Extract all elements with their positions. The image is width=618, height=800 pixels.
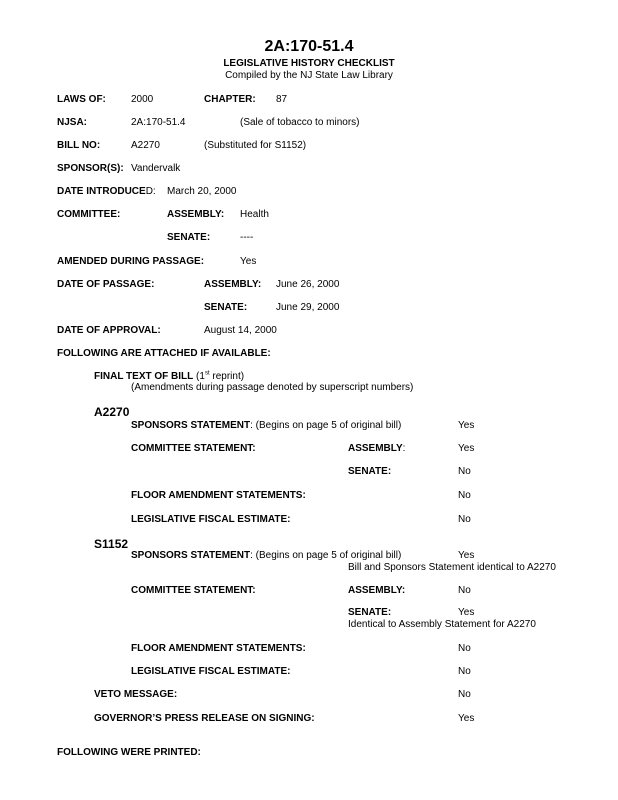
- attached-heading: FOLLOWING ARE ATTACHED IF AVAILABLE:: [57, 348, 271, 359]
- final-text-of-bill: FINAL TEXT OF BILL (1st reprint): [94, 370, 245, 382]
- s1152-committee-senate-label: SENATE:: [348, 607, 392, 618]
- printed-heading: FOLLOWING WERE PRINTED:: [57, 747, 201, 758]
- sponsors-label: SPONSOR(S):: [57, 163, 124, 174]
- passage-assembly-label: ASSEMBLY:: [204, 279, 262, 290]
- amended-label: AMENDED DURING PASSAGE:: [57, 256, 205, 267]
- s1152-sponsors-statement-note: Bill and Sponsors Statement identical to A2270: [348, 562, 556, 573]
- chapter-value: 87: [276, 94, 288, 105]
- veto-message-value: No: [458, 689, 471, 700]
- press-release-value: Yes: [458, 713, 475, 724]
- date-introduced-value: March 20, 2000: [167, 186, 237, 197]
- a2270-committee-assembly-label: ASSEMBLY:: [348, 443, 406, 454]
- laws-of-label: LAWS OF:: [57, 94, 106, 105]
- s1152-sponsors-statement-value: Yes: [458, 550, 475, 561]
- s1152-committee-assembly-value: No: [458, 585, 471, 596]
- page-title: 2A:170-51.4: [264, 38, 354, 55]
- a2270-sponsors-statement-label: SPONSORS STATEMENT: (Begins on page 5 of original bill): [131, 420, 402, 431]
- veto-message-label: VETO MESSAGE:: [94, 689, 178, 700]
- bill-no-note: (Substituted for S1152): [204, 140, 307, 151]
- s1152-heading: S1152: [94, 537, 129, 551]
- committee-senate-label: SENATE:: [167, 232, 211, 243]
- a2270-committee-statement-label: COMMITTEE STATEMENT:: [131, 443, 256, 454]
- bill-no-label: BILL NO:: [57, 140, 101, 151]
- njsa-note: (Sale of tobacco to minors): [240, 117, 360, 128]
- committee-senate-value: ----: [240, 232, 254, 243]
- s1152-committee-assembly-label: ASSEMBLY:: [348, 585, 406, 596]
- date-approval-value: August 14, 2000: [204, 325, 277, 336]
- committee-assembly-label: ASSEMBLY:: [167, 209, 225, 220]
- s1152-senate-note: Identical to Assembly Statement for A2270: [348, 619, 536, 630]
- checklist-title: LEGISLATIVE HISTORY CHECKLIST: [223, 58, 395, 69]
- committee-label: COMMITTEE:: [57, 209, 121, 220]
- a2270-floor-value: No: [458, 490, 471, 501]
- laws-of-value: 2000: [131, 94, 154, 105]
- a2270-fiscal-label: LEGISLATIVE FISCAL ESTIMATE:: [131, 514, 291, 525]
- njsa-value: 2A:170-51.4: [131, 117, 186, 128]
- s1152-committee-statement-label: COMMITTEE STATEMENT:: [131, 585, 256, 596]
- sponsors-value: Vandervalk: [131, 163, 181, 174]
- chapter-label: CHAPTER:: [204, 94, 256, 105]
- date-passage-label: DATE OF PASSAGE:: [57, 279, 155, 290]
- a2270-heading: A2270: [94, 405, 130, 419]
- a2270-committee-senate-value: No: [458, 466, 471, 477]
- s1152-sponsors-statement-label: SPONSORS STATEMENT: (Begins on page 5 of original bill): [131, 550, 402, 561]
- njsa-label: NJSA:: [57, 117, 88, 128]
- s1152-floor-value: No: [458, 643, 471, 654]
- press-release-label: GOVERNOR’S PRESS RELEASE ON SIGNING:: [94, 713, 315, 724]
- passage-assembly-value: June 26, 2000: [276, 279, 340, 290]
- s1152-committee-senate-value: Yes: [458, 607, 475, 618]
- a2270-sponsors-statement-value: Yes: [458, 420, 475, 431]
- s1152-fiscal-label: LEGISLATIVE FISCAL ESTIMATE:: [131, 666, 291, 677]
- amendments-note: (Amendments during passage denoted by superscript numbers): [131, 382, 414, 393]
- s1152-fiscal-value: No: [458, 666, 471, 677]
- date-introduced-label: DATE INTRODUCED:: [57, 186, 156, 197]
- date-approval-label: DATE OF APPROVAL:: [57, 325, 161, 336]
- s1152-floor-label: FLOOR AMENDMENT STATEMENTS:: [131, 643, 306, 654]
- bill-no-value: A2270: [131, 140, 160, 151]
- compiled-by: Compiled by the NJ State Law Library: [225, 70, 393, 81]
- a2270-fiscal-value: No: [458, 514, 471, 525]
- passage-senate-label: SENATE:: [204, 302, 248, 313]
- amended-value: Yes: [240, 256, 257, 267]
- committee-assembly-value: Health: [240, 209, 269, 220]
- passage-senate-value: June 29, 2000: [276, 302, 340, 313]
- a2270-committee-assembly-value: Yes: [458, 443, 475, 454]
- a2270-committee-senate-label: SENATE:: [348, 466, 392, 477]
- a2270-floor-label: FLOOR AMENDMENT STATEMENTS:: [131, 490, 306, 501]
